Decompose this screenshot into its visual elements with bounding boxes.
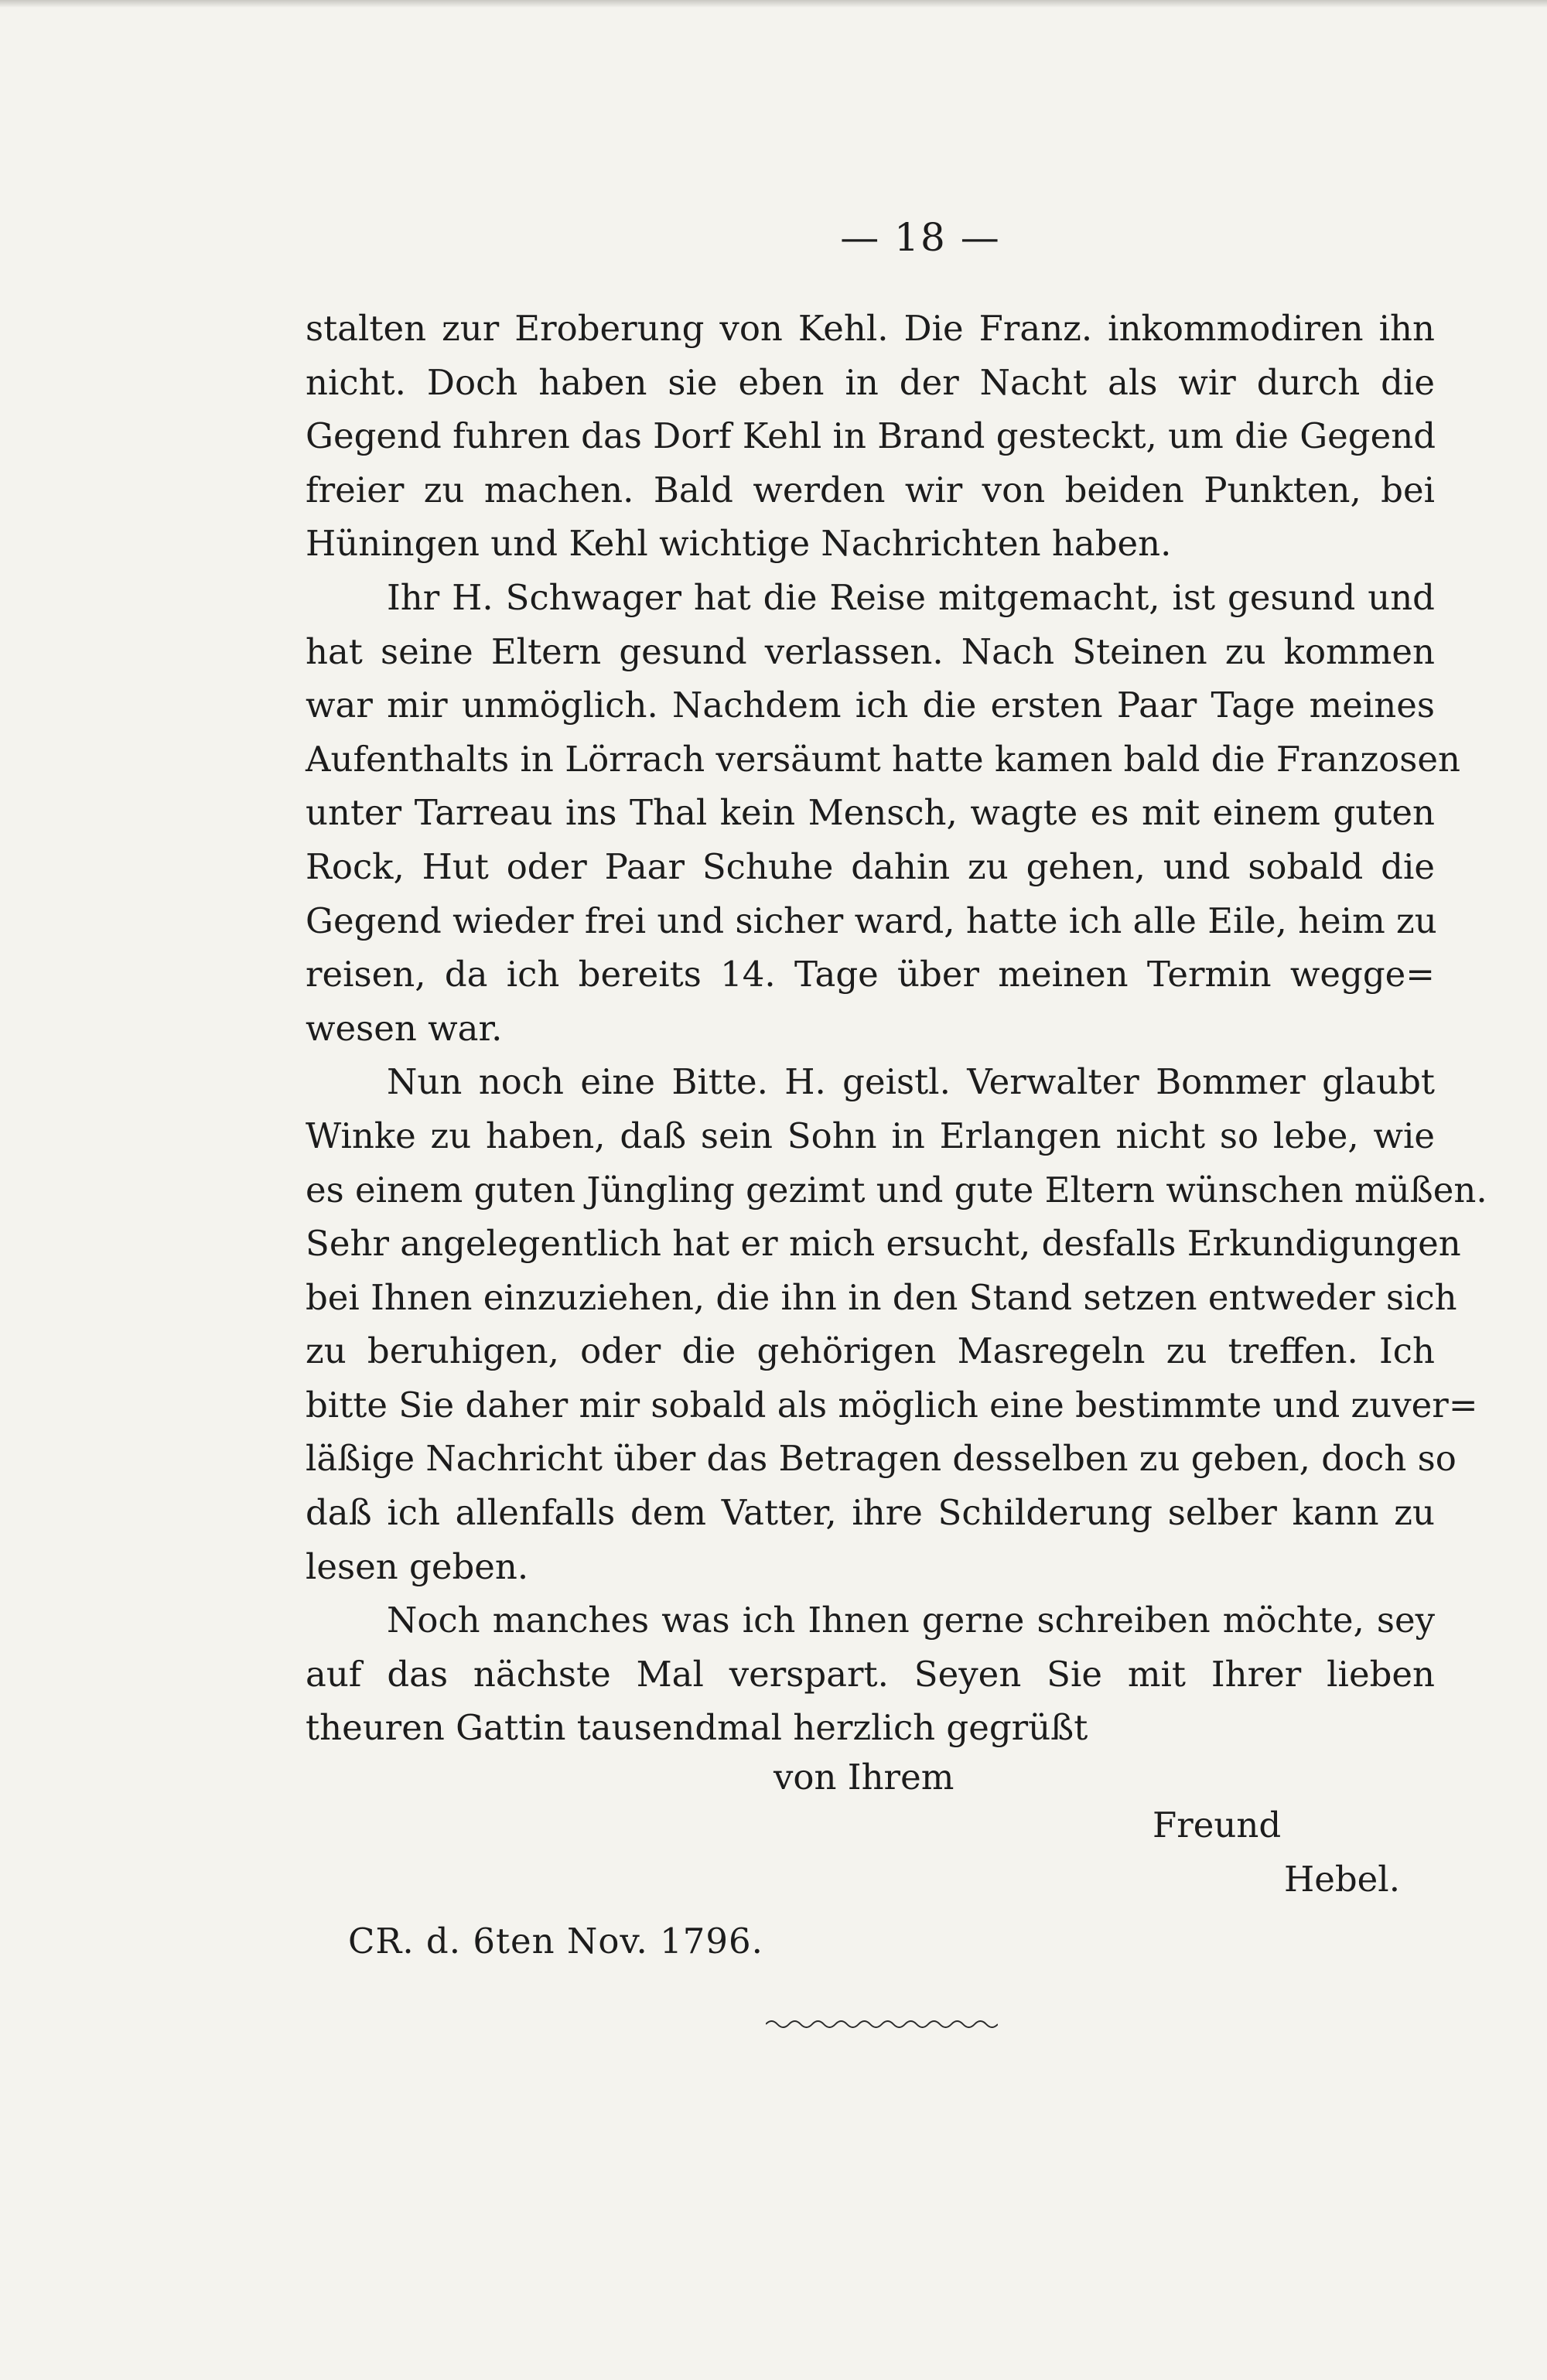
closing-friend: Freund [1153, 1805, 1282, 1846]
text-line: freier zu machen. Bald werden wir von beiden Punkten, bei [306, 469, 1435, 510]
text-line: reisen, da ich bereits 14. Tage über meinen Termin wegge= [306, 954, 1435, 995]
text-line: läßige Nachricht über das Betragen desselben zu geben, doch so [306, 1438, 1457, 1480]
dateline: CR. d. 6ten Nov. 1796. [348, 1921, 763, 1962]
text-line: auf das nächste Mal verspart. Seyen Sie mit Ihrer lieben [306, 1653, 1435, 1695]
closing-from: von Ihrem [774, 1757, 954, 1798]
text-line: bitte Sie daher mir sobald als möglich eine bestimmte und zuver= [306, 1384, 1478, 1426]
text-line: Gegend wieder frei und sicher ward, hatte ich alle Eile, heim zu [306, 900, 1437, 941]
text-line: Sehr angelegentlich hat er mich ersucht, desfalls Erkundigungen [306, 1223, 1461, 1265]
text-line: Rock, Hut oder Paar Schuhe dahin zu gehen, und sobald die [306, 845, 1435, 887]
text-line: wesen war. [306, 1007, 503, 1049]
text-line: stalten zur Eroberung von Kehl. Die Franz. inkommodiren ihn [306, 308, 1435, 349]
text-line: theuren Gattin tausendmal herzlich gegrüßt [306, 1707, 1088, 1749]
text-line: Nun noch eine Bitte. H. geistl. Verwalter Bommer glaubt [387, 1061, 1435, 1103]
page-top-edge [0, 0, 1547, 8]
text-line: unter Tarreau ins Thal kein Mensch, wagte es mit einem guten [306, 792, 1435, 834]
text-line: zu beruhigen, oder die gehörigen Masregeln zu treffen. Ich [306, 1330, 1435, 1372]
text-line: Hüningen und Kehl wichtige Nachrichten haben. [306, 523, 1172, 565]
text-line: nicht. Doch haben sie eben in der Nacht als wir durch die [306, 361, 1435, 403]
text-line: Ihr H. Schwager hat die Reise mitgemacht, ist gesund und [387, 576, 1435, 618]
text-line: Noch manches was ich Ihnen gerne schreiben möchte, sey [387, 1600, 1435, 1641]
text-line: daß ich allenfalls dem Vatter, ihre Schilderung selber kann zu [306, 1492, 1435, 1534]
text-line: Winke zu haben, daß sein Sohn in Erlangen nicht so lebe, wie [306, 1115, 1435, 1156]
text-line: bei Ihnen einzuziehen, die ihn in den Stand setzen entweder sich [306, 1276, 1457, 1318]
text-line: Gegend fuhren das Dorf Kehl in Brand gesteckt, um die Gegend [306, 415, 1436, 457]
text-line: es einem guten Jüngling gezimt und gute Eltern wünschen müßen. [306, 1169, 1487, 1210]
wavy-divider-ornament [766, 2015, 998, 2033]
page-number: — 18 — [840, 215, 1001, 260]
text-line: Aufenthalts in Lörrach versäumt hatte kamen bald die Franzosen [306, 738, 1460, 780]
text-line: lesen geben. [306, 1545, 529, 1587]
text-line: war mir unmöglich. Nachdem ich die ersten Paar Tage meines [306, 685, 1435, 726]
text-line: hat seine Eltern gesund verlassen. Nach Steinen zu kommen [306, 630, 1435, 672]
letter-body [306, 302, 1487, 1755]
signature-name: Hebel. [1284, 1859, 1401, 1900]
